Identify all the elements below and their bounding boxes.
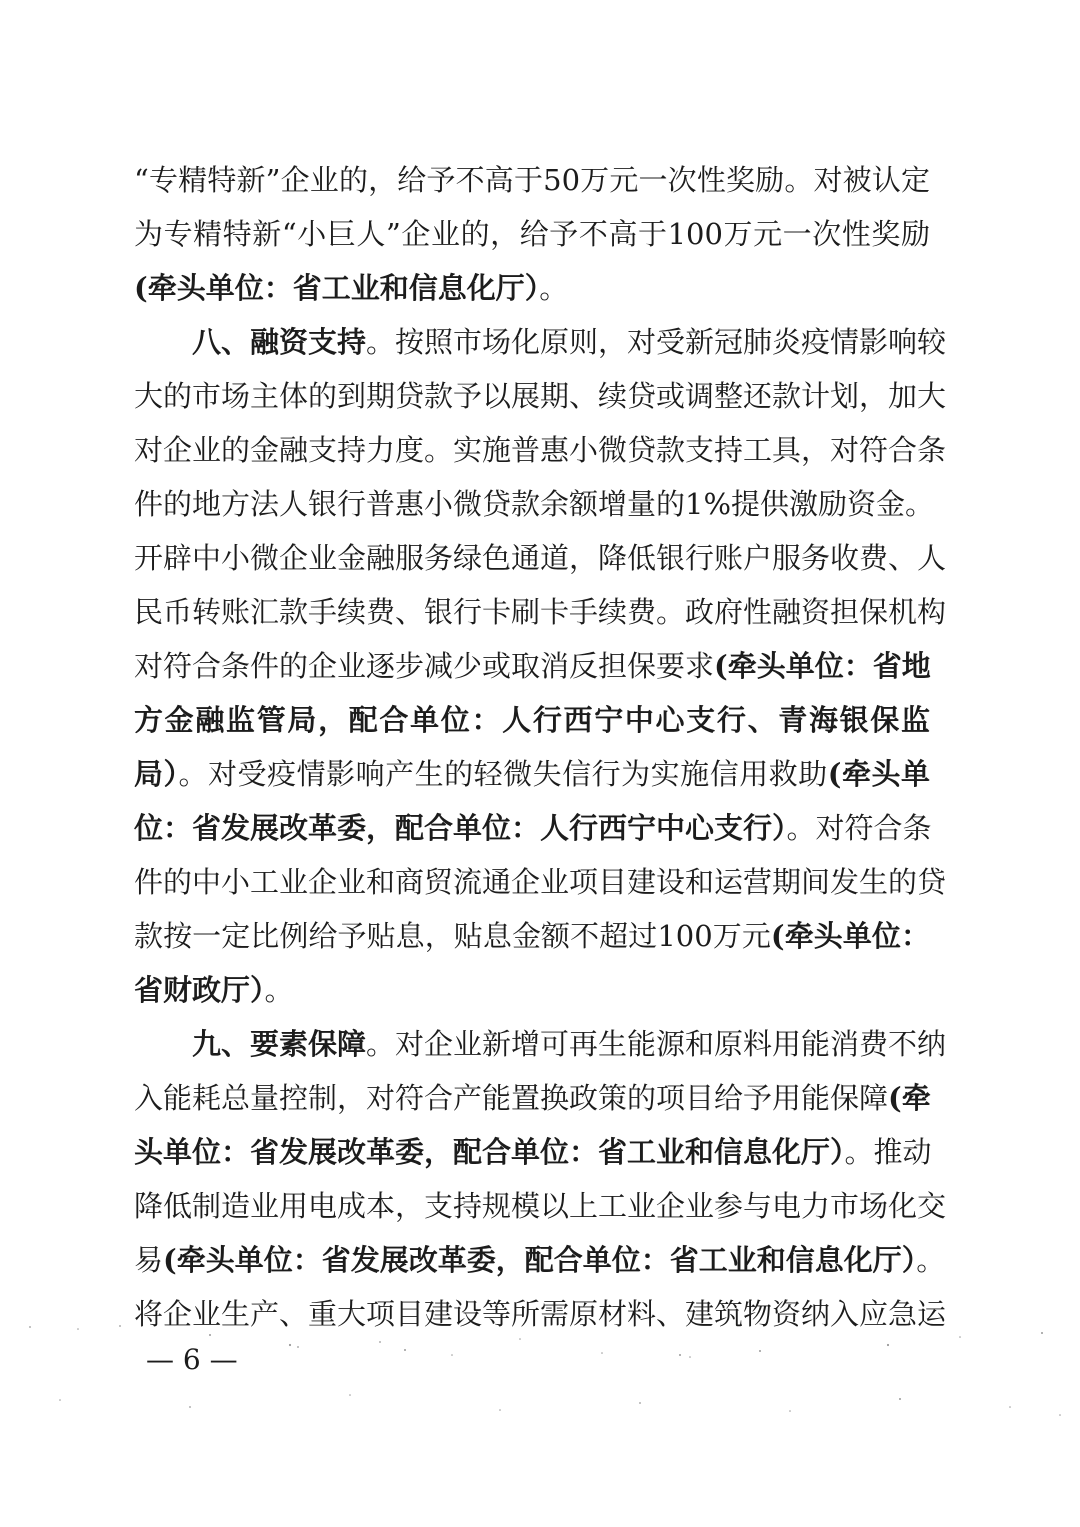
text-segment: 开辟中小微企业金融服务绿色通道，降低银行账户服务收费、人: [134, 541, 947, 575]
text-line: [134, 531, 947, 585]
text-line: [134, 1071, 930, 1125]
bold-text-segment: (牵头单位：省工业和信息化厅）: [134, 271, 540, 305]
text-line: [134, 207, 930, 261]
text-line: [134, 1179, 947, 1233]
page-number: — 6 —: [146, 1343, 238, 1376]
text-line: [134, 1287, 947, 1341]
text-line: [134, 909, 930, 963]
bold-text-segment: (牵: [888, 1081, 931, 1115]
bold-text-segment: 省财政厅）: [134, 973, 265, 1007]
text-segment: 为专精特新“小巨人”企业的，给予不高于100万元一次性奖励: [134, 217, 930, 251]
text-segment: 件的中小工业企业和商贸流通企业项目建设和运营期间发生的贷: [134, 865, 947, 899]
text-segment: 对符合条件的企业逐步减少或取消反担保要求: [134, 649, 715, 683]
text-segment: 。推动: [844, 1135, 932, 1169]
bold-text-segment: 方金融监管局，配合单位：人行西宁中心支行、青海银保监: [134, 703, 930, 737]
bold-text-segment: (牵头单位：: [770, 919, 930, 953]
bold-text-segment: (牵头单: [827, 757, 930, 791]
bold-text-segment: 八、融资支持: [192, 325, 367, 359]
text-segment: 。对企业新增可再生能源和原料用能消费不纳: [366, 1027, 947, 1061]
text-segment: 降低制造业用电成本，支持规模以上工业企业参与电力市场化交: [134, 1189, 947, 1223]
text-segment: 将企业生产、重大项目建设等所需原材料、建筑物资纳入应急运: [134, 1297, 947, 1331]
text-line: [134, 477, 935, 531]
text-segment: 入能耗总量控制，对符合产能置换政策的项目给予用能保障: [134, 1081, 889, 1115]
bold-text-segment: (牵头单位：省发展改革委，配合单位：省工业和信息化厅）: [163, 1243, 917, 1277]
bold-text-segment: 头单位：省发展改革委，配合单位：省工业和信息化厅）: [134, 1135, 845, 1169]
text-line: [134, 801, 930, 855]
bold-text-segment: 位：省发展改革委，配合单位：人行西宁中心支行）: [134, 811, 787, 845]
text-segment: 。对受疫情影响产生的轻微失信行为实施信用救助: [178, 757, 828, 791]
text-segment: 款按一定比例给予贴息，贴息金额不超过100万元: [134, 919, 771, 953]
bold-text-segment: 九、要素保障: [192, 1027, 367, 1061]
text-line: [134, 693, 930, 747]
text-line: [134, 963, 930, 1017]
body-text: [134, 153, 947, 1341]
text-segment: 易: [134, 1243, 164, 1277]
text-segment: 件的地方法人银行普惠小微贷款余额增量的1%提供激励资金。: [134, 487, 935, 521]
text-segment: 民币转账汇款手续费、银行卡刷卡手续费。政府性融资担保机构: [134, 595, 947, 629]
text-line: [134, 153, 930, 207]
text-line: [134, 1017, 947, 1071]
text-line: [134, 585, 947, 639]
text-segment: 。按照市场化原则，对受新冠肺炎疫情影响较: [366, 325, 947, 359]
bold-text-segment: 局）: [134, 757, 179, 791]
text-line: [134, 747, 930, 801]
text-segment: 。对符合条: [786, 811, 932, 845]
bold-text-segment: (牵头单位：省地: [714, 649, 931, 683]
text-line: [134, 423, 947, 477]
text-segment: 。: [264, 973, 294, 1007]
text-line: [134, 315, 947, 369]
text-segment: 大的市场主体的到期贷款予以展期、续贷或调整还款计划，加大: [134, 379, 947, 413]
text-line: [134, 855, 947, 909]
text-segment: “专精特新”企业的，给予不高于50万元一次性奖励。对被认定: [134, 163, 930, 197]
text-line: [134, 639, 930, 693]
text-line: [134, 261, 930, 315]
text-segment: 对企业的金融支持力度。实施普惠小微贷款支持工具，对符合条: [134, 433, 947, 467]
text-line: [134, 1233, 946, 1287]
text-segment: 。: [539, 271, 569, 305]
text-line: [134, 369, 947, 423]
text-line: [134, 1125, 930, 1179]
text-segment: 。: [916, 1243, 946, 1277]
